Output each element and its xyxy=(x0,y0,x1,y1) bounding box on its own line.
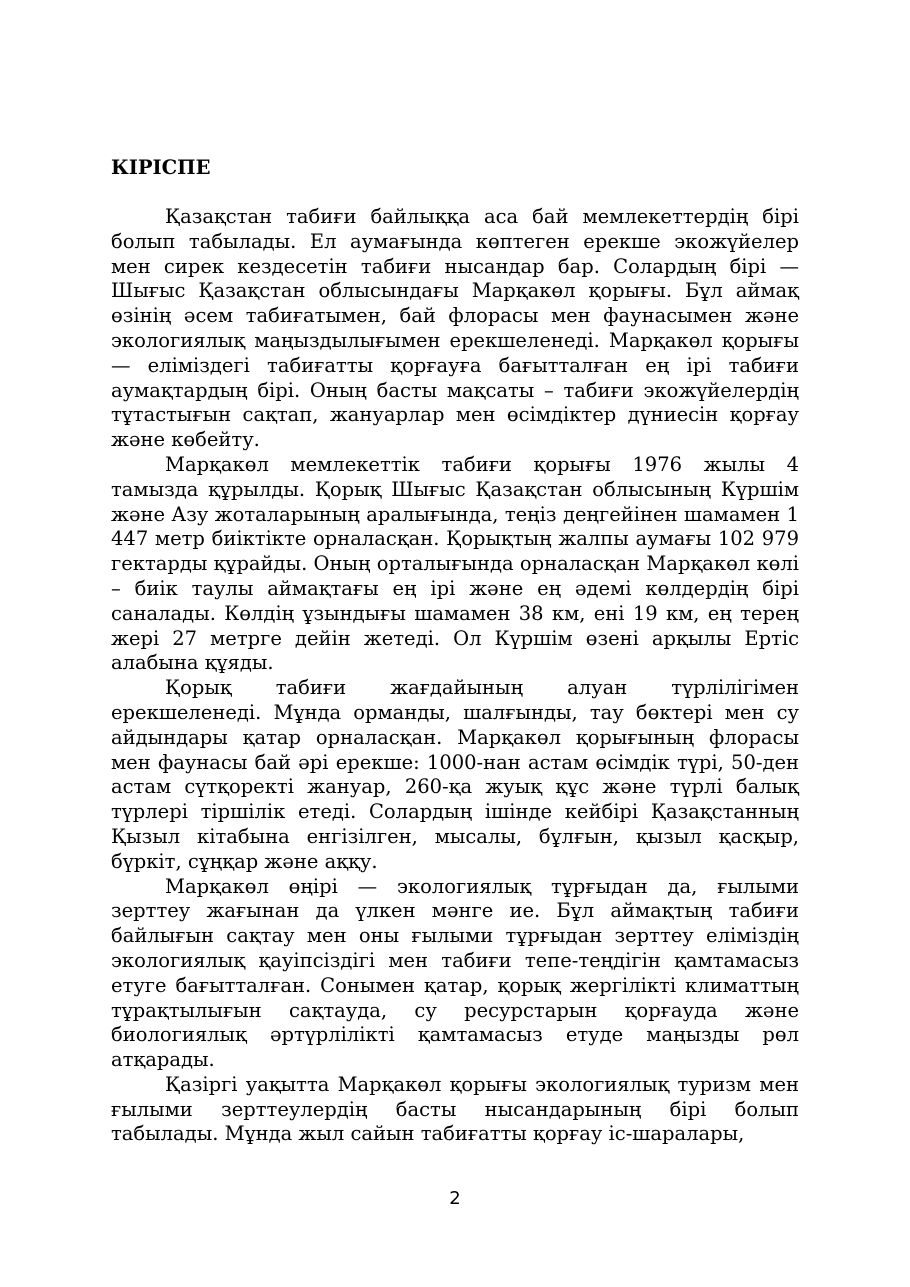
page-number: 2 xyxy=(449,1188,461,1209)
paragraph-1: Қазақстан табиғи байлыққа аса бай мемлекеттердің бірі болып табылады. Ел аумағында көптеген ерекше экожүйелер мен сирек кездесетін табиғи нысандар бар. Солардың бірі — Шығыс Қазақстан облысындағы Марқакөл қорығы. Бұл аймақ өзінің әсем табиғатымен, бай флорасы мен фаунасымен және экологиялық маңыздылығымен ерекшеленеді. Марқакөл қорығы — еліміздегі табиғатты қорғауға бағытталған ең ірі табиғи аумақтардың бірі. Оның басты мақсаты – табиғи экожүйелердің тұтастығын сақтап, жануарлар мен өсімдіктер дүниесін қорғау және көбейту. xyxy=(111,205,799,452)
paragraph-2: Марқакөл мемлекеттік табиғи қорығы 1976 жылы 4 тамызда құрылды. Қорық Шығыс Қазақстан облысының Күршім және Азу жоталарының аралығында, теңіз деңгейінен шамамен 1 447 метр биіктікте орналасқан. Қорықтың жалпы аумағы 102 979 гектарды құрайды. Оның орталығында орналасқан Марқакөл көлі – биік таулы аймақтағы ең ірі және ең әдемі көлдердің бірі саналады. Көлдің ұзындығы шамамен 38 км, ені 19 км, ең терең жері 27 метрге дейін жетеді. Ол Күршім өзені арқылы Ертіс алабына құяды. xyxy=(111,452,799,675)
paragraph-4: Марқакөл өңірі — экологиялық тұрғыдан да, ғылыми зерттеу жағынан да үлкен мәнге ие. Бұл аймақтың табиғи байлығын сақтау мен оны ғылыми тұрғыдан зерттеу еліміздің экологиялық қауіпсіздігі мен табиғи тепе-теңдігін қамтамасыз етуге бағытталған. Сонымен қатар, қорық жергілікті климаттың тұрақтылығын сақтауда, су ресурстарын қорғауда және биологиялық әртүрлілікті қамтамасыз етуде маңызды рөл атқарады. xyxy=(111,874,799,1072)
paragraph-3: Қорық табиғи жағдайының алуан түрлілігімен ерекшеленеді. Мұнда орманды, шалғынды, тау бөктері мен су айдындары қатар орналасқан. Марқакөл қорығының флорасы мен фаунасы бай әрі ерекше: 1000-нан астам өсімдік түрі, 50-ден астам сүтқоректі жануар, 260-қа жуық құс және түрлі балық түрлері тіршілік етеді. Солардың ішінде кейбірі Қазақстанның Қызыл кітабына енгізілген, мысалы, бұлғын, қызыл қасқыр, бүркіт, сұңқар және аққу. xyxy=(111,676,799,873)
page-content xyxy=(111,155,799,1147)
paragraph-5: Қазіргі уақытта Марқакөл қорығы экологиялық туризм мен ғылыми зерттеулердің басты нысандарының бірі болып табылады. Мұнда жыл сайын табиғатты қорғау іс-шаралары, xyxy=(111,1072,799,1146)
section-heading: КІРІСПЕ xyxy=(111,156,211,179)
